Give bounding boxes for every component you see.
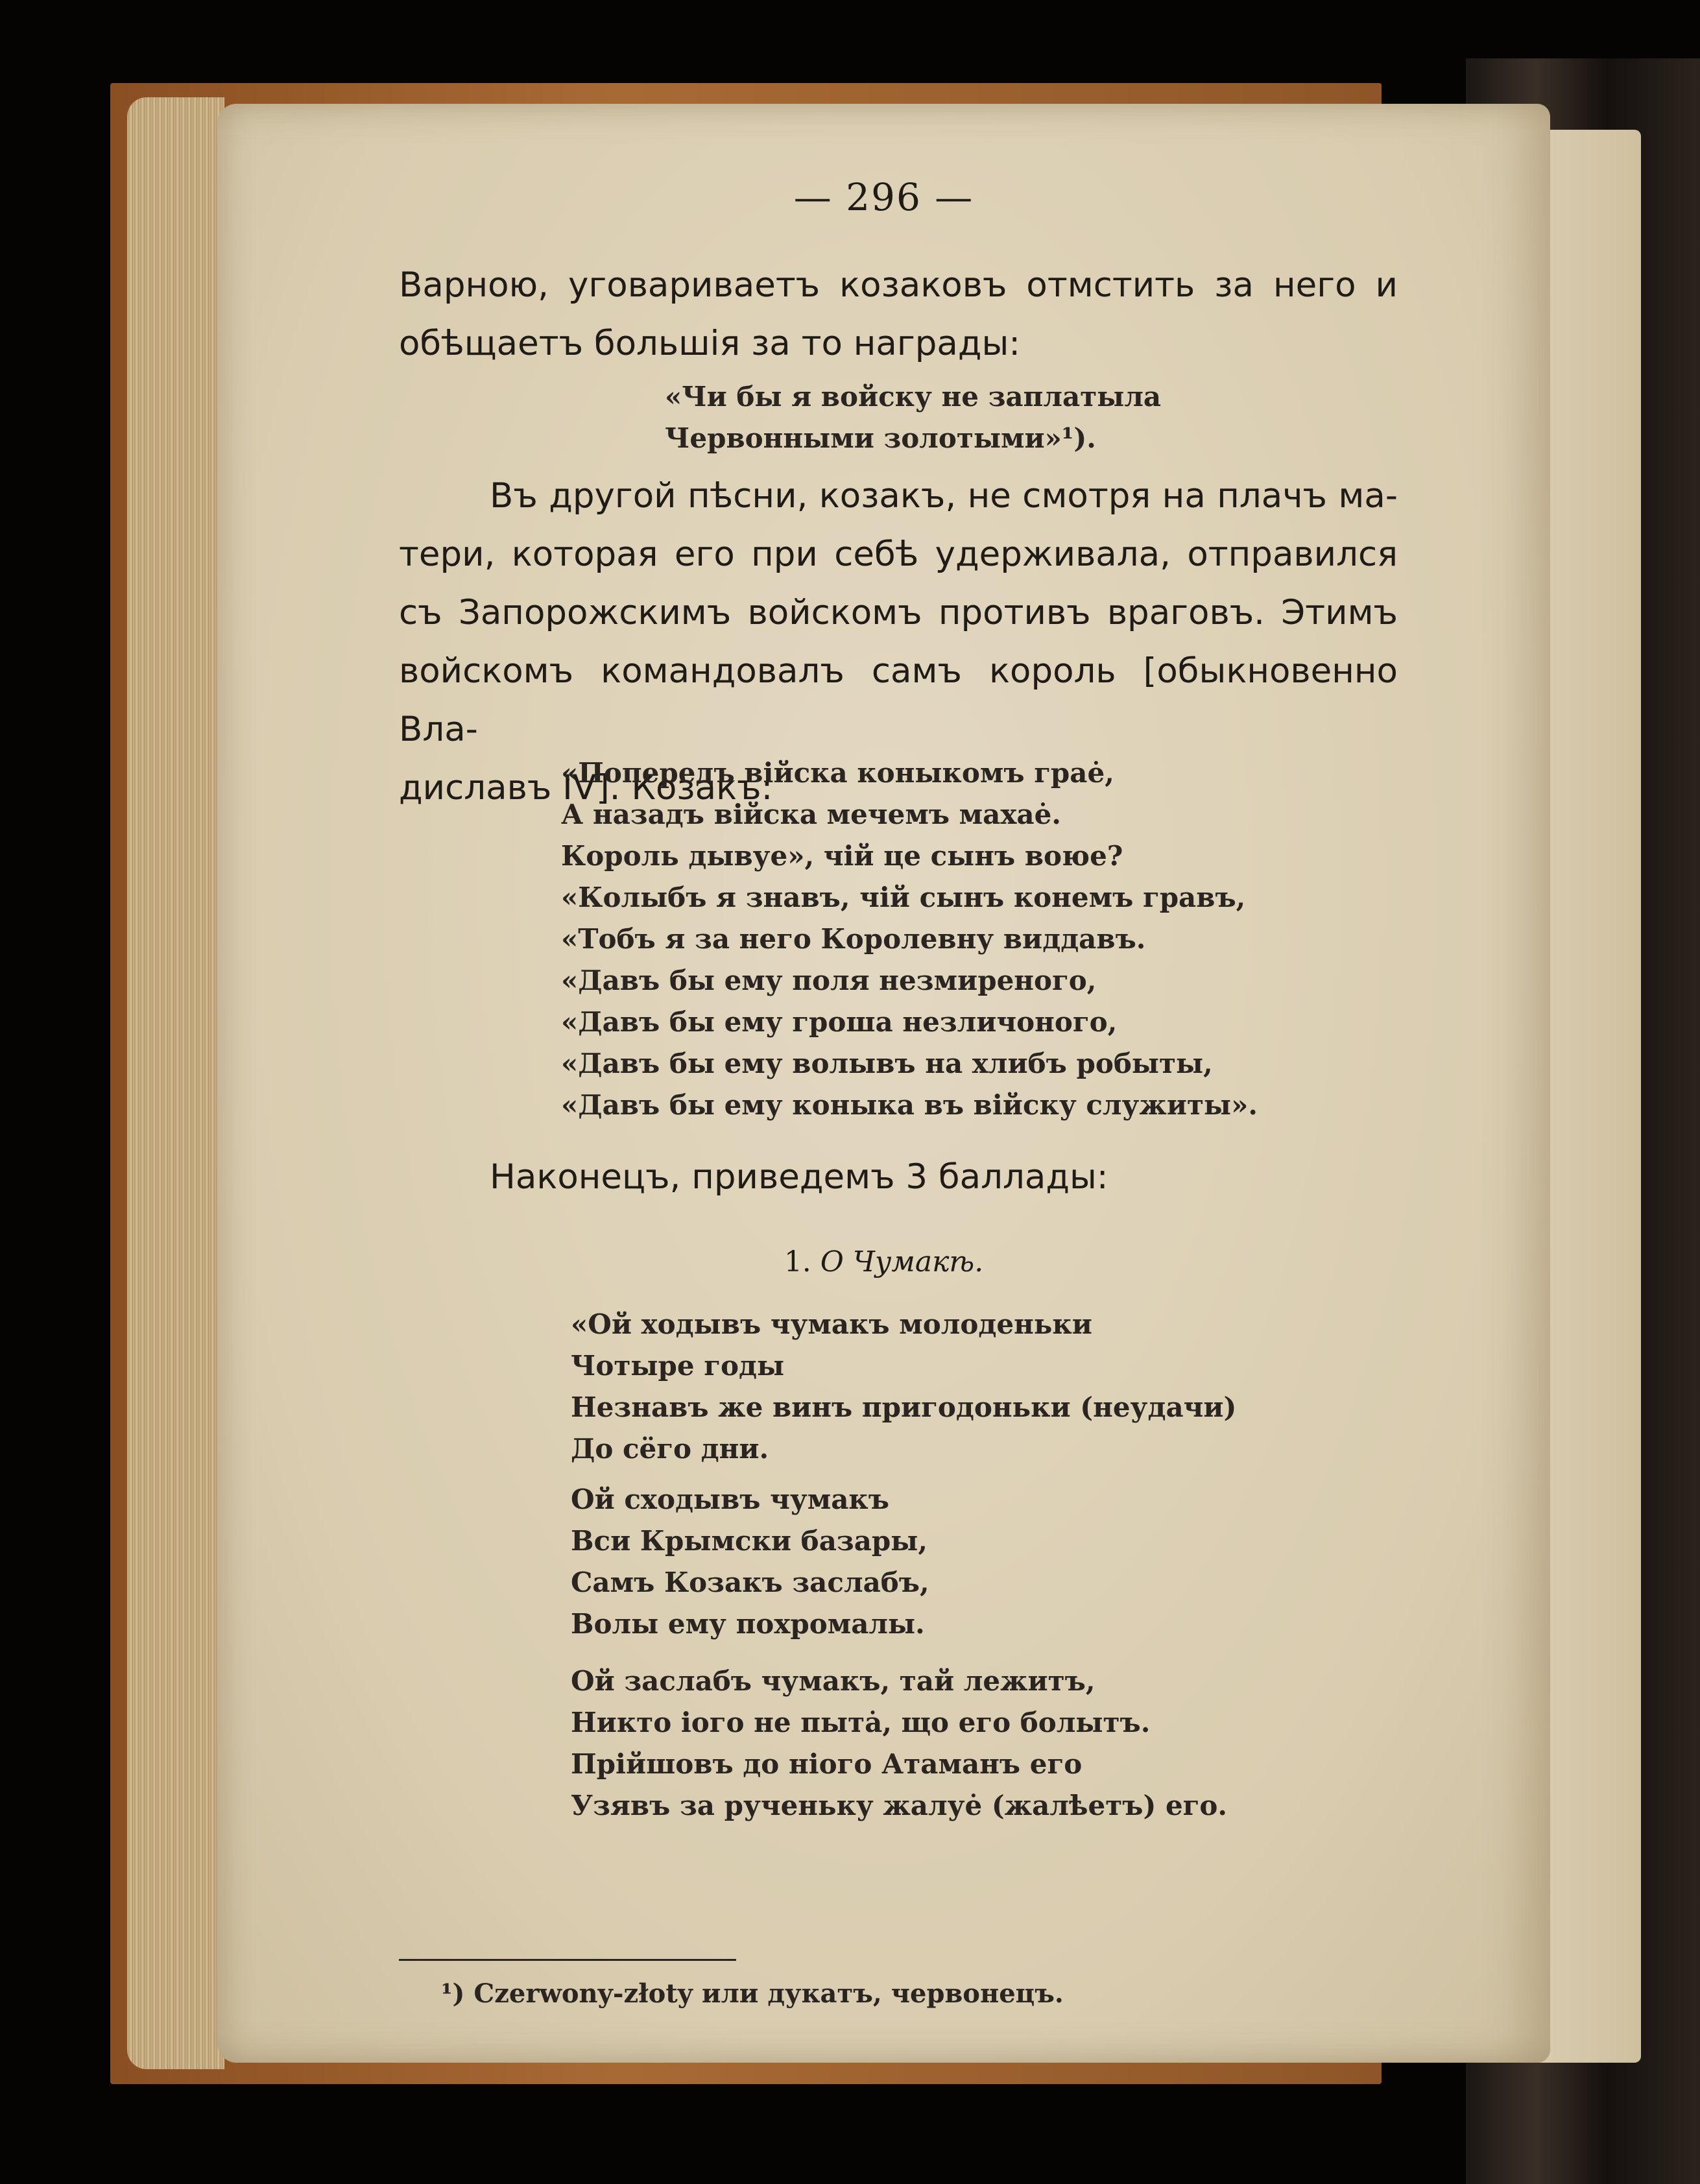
verse-line: «Колыбъ я знавъ, чій сынъ конемъ гравъ, (561, 882, 1246, 913)
verse-line: «Давъ бы ему поля незмиреного, (561, 965, 1097, 996)
book-page (217, 104, 1550, 2063)
prose-line: Варною, уговариваетъ козаковъ отмстить за него и (399, 265, 1398, 305)
ballad-stanza-3 (571, 1661, 1227, 1827)
prose-line: диславъ IV]. Козакъ: (399, 768, 773, 808)
verse-line: Прійшовъ до ніого Атаманъ его (571, 1748, 1083, 1780)
verse-line: Волы ему похромалы. (571, 1608, 925, 1640)
verse-line: «Давъ бы ему гроша незличоного, (561, 1006, 1118, 1038)
verse-line: Чотыре годы (571, 1350, 785, 1382)
page-number: — 296 — (793, 175, 974, 219)
verse-line: Король дывуе», чій це сынъ воюе? (561, 840, 1123, 872)
ballad-stanza-1 (571, 1304, 1236, 1470)
prose-line: войскомъ командовалъ самъ король [обыкновенно Вла- (399, 651, 1398, 749)
verse-line: «Чи бы я войску не заплатыла (665, 381, 1162, 413)
ballad-heading-number: 1. (784, 1245, 811, 1278)
verse-line: Узявъ за рученьку жалуе̇ (жалѣетъ) его. (571, 1790, 1228, 1821)
verse-line: «Попередъ війска коныкомъ грае̇, (561, 757, 1114, 789)
prose-line: обѣщаетъ большія за то награды: (399, 324, 1021, 363)
footnote: ¹) Czerwony-złoty или дукатъ, червонецъ. (441, 1978, 1064, 2009)
song-verse (561, 752, 1258, 1126)
verse-line: До сёго дни. (571, 1433, 769, 1465)
verse-line: Самъ Козакъ заслабъ, (571, 1566, 929, 1598)
verse-line: А назадъ війска мечемъ махае̇. (561, 798, 1061, 830)
ballad-heading-title: О Чумакѣ. (820, 1245, 984, 1278)
prose-paragraph-ballads (399, 1148, 1398, 1206)
footnote-separator (399, 1959, 736, 1961)
prose-line: Наконецъ, приведемъ 3 баллады: (490, 1157, 1108, 1197)
verse-line: «Давъ бы ему волывъ на хлибъ робыты, (561, 1048, 1213, 1079)
ballad-heading (217, 1245, 1550, 1278)
verse-line: Червонными золотыми»¹). (665, 422, 1096, 454)
ballad-stanza-2 (571, 1479, 929, 1645)
verse-line: Никто іого не пыта̇, що его болытъ. (571, 1707, 1151, 1738)
verse-line: Ой заслабъ чумакъ, тай лежитъ, (571, 1665, 1095, 1697)
prose-line: съ Запорожскимъ войскомъ противъ враговъ. Этимъ (399, 593, 1398, 632)
verse-line: «Давъ бы ему коныка въ війску служиты». (561, 1089, 1258, 1121)
verse-line: Незнавъ же винъ пригодоньки (неудачи) (571, 1391, 1237, 1423)
prose-line: тери, которая его при себѣ удерживала, отправился (399, 534, 1398, 574)
verse-line: Вси Крымски базары, (571, 1525, 928, 1557)
prose-paragraph-top (399, 256, 1398, 373)
prose-line: Въ другой пѣсни, козакъ, не смотря на плачъ ма- (490, 476, 1398, 516)
verse-line: «Ой ходывъ чумакъ молоденьки (571, 1308, 1092, 1340)
quote-verse (665, 376, 1161, 459)
verse-line: «Тобъ я за него Королевну виддавъ. (561, 923, 1146, 955)
verse-line: Ой сходывъ чумакъ (571, 1483, 889, 1515)
page-edges (127, 97, 224, 2069)
